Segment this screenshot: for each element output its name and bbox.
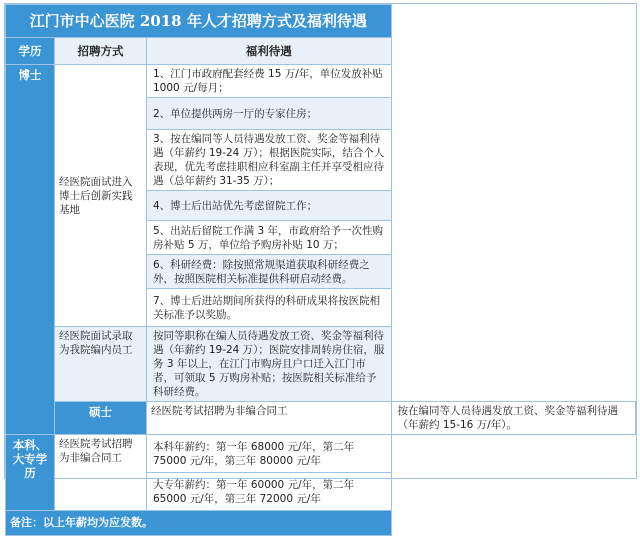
table-note: 备注：以上年薪均为应发数。 bbox=[6, 511, 392, 536]
degree-bachelor: 本科、大专学历 bbox=[6, 435, 55, 511]
recruitment-table bbox=[5, 4, 636, 536]
table-row bbox=[6, 65, 636, 98]
header-benefits: 福利待遇 bbox=[147, 38, 392, 65]
method-staff: 经医院面试录取为我院编内员工 bbox=[55, 327, 147, 402]
table-row bbox=[6, 327, 636, 402]
header-method: 招聘方式 bbox=[55, 38, 147, 65]
table-row bbox=[6, 402, 636, 435]
method-postdoc: 经医院面试进入博士后创新实践基地 bbox=[55, 65, 147, 327]
benefit-item: 1、江门市政府配套经费 15 万/年，单位发放补贴 1000 元/每月； bbox=[147, 65, 392, 98]
header-degree: 学历 bbox=[6, 38, 55, 65]
header-row bbox=[6, 38, 636, 65]
benefit-item: 2、单位提供两房一厅的专家住房； bbox=[147, 98, 392, 130]
benefit-master: 按在编同等人员待遇发放工资、奖金等福利待遇（年薪约 15-16 万/年）。 bbox=[391, 402, 636, 435]
degree-doctor: 博士 bbox=[6, 65, 55, 435]
title-row bbox=[6, 5, 636, 38]
benefit-item: 5、出站后留院工作满 3 年，市政府给予一次性购房补贴 5 万，单位给予购房补贴 10 万； bbox=[147, 221, 392, 255]
recruitment-table-frame bbox=[4, 3, 637, 529]
benefit-item: 6、科研经费：除按照常规渠道获取科研经费之外，按照医院相关标准提供科研启动经费。 bbox=[147, 255, 392, 289]
benefit-item: 7、博士后进站期间所获得的科研成果将按医院相关标准予以奖励。 bbox=[147, 289, 392, 327]
method-bachelor: 经医院考试招聘为非编合同工 bbox=[55, 435, 147, 511]
benefit-item: 3、按在编同等人员待遇发放工资、奖金等福利待遇（年薪约 19-24 万）；根据医院实际，结合个人表现，优先考虑挂职相应科室副主任并享受相应待遇（总年薪约 31-35 万）； bbox=[147, 130, 392, 191]
table-row bbox=[6, 435, 636, 473]
degree-master: 硕士 bbox=[55, 402, 147, 435]
benefit-college: 大专年薪约：第一年 60000 元/年，第二年 65000 元/年，第三年 72000 元/年 bbox=[147, 473, 392, 511]
method-master: 经医院考试招聘为非编合同工 bbox=[147, 402, 392, 435]
benefit-staff: 按同等职称在编人员待遇发放工资、奖金等福利待遇（年薪约 19-24 万）；医院安排周转房住宿，服务 3 年以上，在江门市购房且户口迁入江门市者，可领取 5 万购房补贴；按医院相关标准给予科研经费。 bbox=[147, 327, 392, 402]
benefit-item: 4、博士后出站优先考虑留院工作； bbox=[147, 191, 392, 221]
table-title: 江门市中心医院 2018 年人才招聘方式及福利待遇 bbox=[6, 5, 392, 38]
note-row bbox=[6, 511, 636, 536]
benefit-bachelor: 本科年薪约：第一年 68000 元/年，第二年 75000 元/年，第三年 80000 元/年 bbox=[147, 435, 392, 473]
